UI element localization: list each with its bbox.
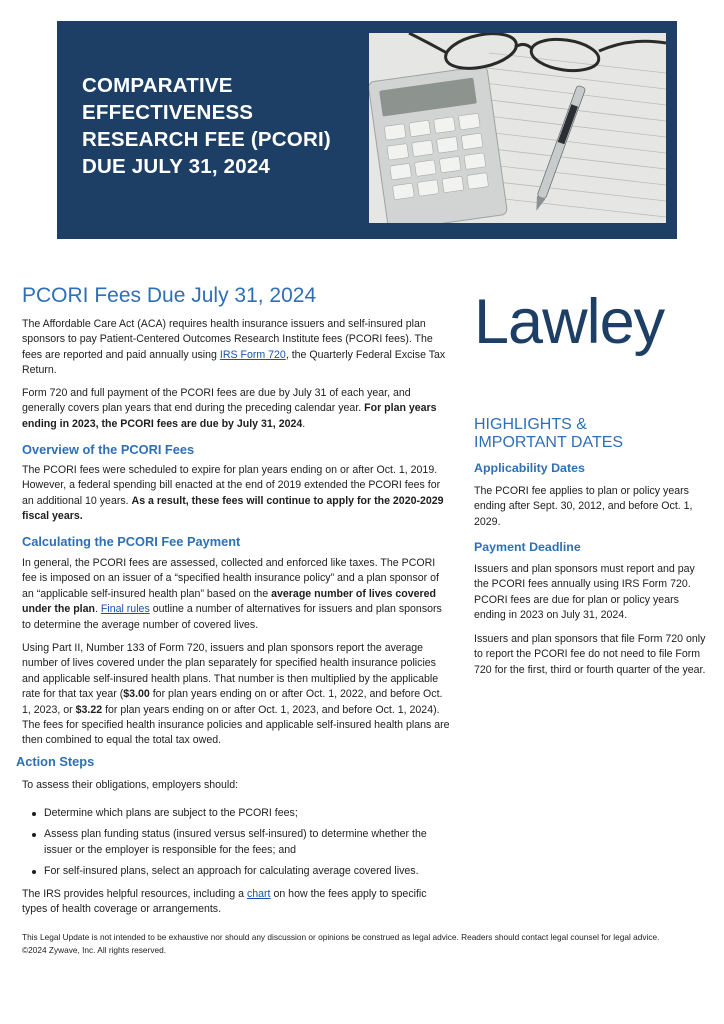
banner-title-line: DUE JULY 31, 2024 (82, 155, 271, 178)
legal-line: This Legal Update is not intended to be exhaustive nor should any discussion or opinions be construed as legal advice. Readers should contact legal counsel for legal advice. (22, 932, 660, 942)
calculating-paragraph-2 (22, 641, 450, 749)
applicability-text: The PCORI fee applies to plan or policy years ending after Sept. 30, 2012, and before Oct. 1, 2029. (474, 485, 693, 528)
rate-2024: $3.22 (75, 703, 103, 716)
form-720-note: Issuers and plan sponsors that file Form 720 only to report the PCORI fee do not need to file Form 720 for the first, third or fourth quarter of the year. (474, 633, 706, 676)
calc-text: In general, the PCORI fees are assessed, collected and enforced like taxes. The PCORI fee is imposed on an issuer of a “specified health insurance policy” and a plan sponsor of an “applicable self-insured health plan” based on the (22, 557, 439, 600)
intro-paragraph (22, 317, 450, 379)
list-item: Assess plan funding status (insured versus self-insured) to determine whether the issuer or the employer is responsible for the fees; and (22, 827, 452, 858)
calculating-heading: Calculating the PCORI Fee Payment (22, 534, 241, 549)
banner-title-line: EFFECTIVENESS (82, 101, 254, 124)
banner-title-line: RESEARCH FEE (PCORI) (82, 128, 331, 151)
banner-title (82, 72, 382, 180)
resources-text-end: on how the fees apply to specific types of health coverage or arrangements. (22, 888, 427, 916)
overview-bold-text: As a result, these fees will continue to apply for the 2020-2029 fiscal years. (22, 494, 444, 523)
payment-deadline-heading: Payment Deadline (474, 540, 581, 554)
applicability-heading: Applicability Dates (474, 461, 585, 475)
overview-text: The PCORI fees were scheduled to expire for plan years ending on or after Oct. 1, 2019. However, a federal spending bill enacted at the end of 2019 extended the PCORI fees for an additional 10 years. (22, 464, 441, 507)
due-date-paragraph (22, 386, 450, 432)
overview-paragraph (22, 463, 450, 525)
banner-title-line: COMPARATIVE (82, 74, 233, 97)
due-end: . (302, 417, 306, 430)
calc-text: Using Part II, Number 133 of Form 720, issuers and plan sponsors report the average number of lives covered under the plan separately for specified health insurance policies and applicable self-insured health plans. That number is then multiplied by the applicable rate for that tax year ( (22, 642, 439, 701)
copyright-line: ©2024 Zywave, Inc. All rights reserved. (22, 944, 166, 955)
intro-text: The Affordable Care Act (ACA) requires health insurance issuers and self-insured plan sponsors to pay Patient-Centered Outcomes Research Institute fees (PCORI fees). The fees are reported and paid annually using (22, 318, 433, 361)
resources-paragraph (22, 887, 450, 918)
calc-text: for plan years ending on or after Oct. 1, 2023, and before Oct. 1, 2024). The fees for specified health insurance policies and applicable self-insured health plans are then combined to equal the total tax owed. (22, 703, 450, 747)
highlights-heading (474, 416, 714, 452)
calc-bold-text: average number of lives covered under the plan (22, 587, 436, 616)
calc-text: for plan years ending on or after Oct. 1, 2022, and before Oct. 1, 2023, or (22, 688, 443, 716)
overview-heading: Overview of the PCORI Fees (22, 442, 195, 457)
chart-link[interactable]: chart (246, 888, 271, 900)
list-item: For self-insured plans, select an approach for calculating average covered lives. (22, 864, 452, 879)
due-bold-text: For plan years ending in 2023, the PCORI fees are due by July 31, 2024 (22, 402, 437, 430)
resources-text: The IRS provides helpful resources, including a (22, 888, 247, 900)
list-item: Determine which plans are subject to the PCORI fees; (22, 806, 452, 821)
action-steps-list (22, 806, 452, 886)
calculating-paragraph-1 (22, 556, 450, 633)
page-title: PCORI Fees Due July 31, 2024 (22, 284, 317, 307)
highlights-heading-line: HIGHLIGHTS & (474, 416, 587, 433)
final-rules-link[interactable]: Final rules (100, 603, 150, 616)
irs-form-720-link[interactable]: IRS Form 720 (219, 348, 286, 361)
banner-photo-calculator-glasses-pen (369, 33, 666, 223)
calc-text: . (94, 603, 101, 616)
intro-text-end: , the Quarterly Federal Excise Tax Return. (22, 348, 446, 377)
rate-2023: $3.00 (123, 688, 150, 701)
legal-disclaimer (22, 931, 707, 956)
calc-text: outline a number of alternatives for issuers and plan sponsors to determine the average number of covered lives. (22, 603, 442, 631)
action-intro: To assess their obligations, employers should: (22, 779, 239, 791)
due-text: Form 720 and full payment of the PCORI fees are due by July 31 of each year, and generally covers plan years that end during the preceding calendar year. (22, 387, 411, 415)
payment-deadline-text: Issuers and plan sponsors must report and pay the PCORI fees annually using IRS Form 720. PCORI fees are due for plan or policy years ending in 2023 on July 31, 2024. (474, 563, 695, 622)
highlights-heading-line: IMPORTANT DATES (474, 434, 624, 451)
action-steps-heading: Action Steps (16, 754, 95, 769)
lawley-logo: Lawley (474, 287, 665, 357)
